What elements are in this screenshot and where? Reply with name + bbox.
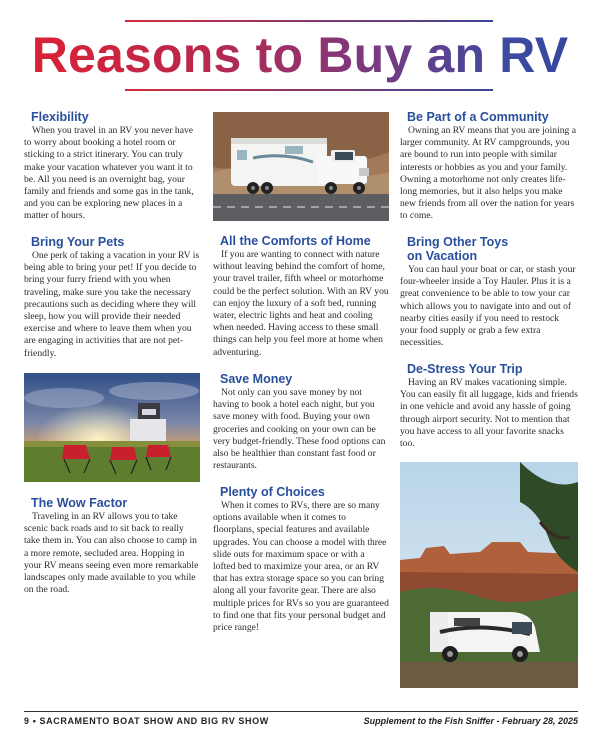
- section-heading: Save Money: [220, 372, 293, 386]
- fifth-wheel-photo: [213, 112, 389, 221]
- section-destress: [400, 362, 578, 450]
- section-heading: Bring Your Pets: [31, 235, 125, 249]
- section-heading: Plenty of Choices: [220, 485, 325, 499]
- camping-chairs-photo: [24, 373, 200, 482]
- section-body: Traveling in an RV allows you to take scenic back roads and to sit back to really take them in. You can also choose to camp in a more remote, secluded area. Hopping in your RV means seeing even more remarkable landscapes only made available to you while on the road.: [24, 511, 199, 596]
- section-comforts: [213, 234, 389, 359]
- section-heading: Be Part of a Community: [407, 110, 549, 124]
- section-heading: [407, 235, 578, 263]
- section-heading-line: on Vacation: [407, 249, 478, 263]
- section-save-money: [213, 372, 389, 472]
- section-body: One perk of taking a vacation in your RV is being able to bring your pet! If you decide to bring your furry friend with you when traveling, make sure you take the necessary precautions such as deciding where they will sleep, how you will provide their needed exercise and where to leave them when you are engaging in activities that are not pet-friendly.: [24, 250, 200, 359]
- motorhome-desert-photo: [400, 462, 578, 688]
- section-body: If you are wanting to connect with nature without leaving behind the comfort of home, your travel trailer, fifth wheel or motorhome could be the perfect solution. With an RV you can enjoy the luxury of a soft bed, running water, electric lights and heat and cooling when needed. Having access to these small things can help you feel more at home when adventuring.: [213, 249, 389, 358]
- section-body: You can haul your boat or car, or stash your four-wheeler inside a Toy Hauler. Plus it is a great convenience to be able to tow your car which allows you to navigate into and out of nearby cities easily if you need to restock your food supply or grab a few extra necessities.: [400, 264, 576, 349]
- section-heading: All the Comforts of Home: [220, 234, 371, 248]
- section-body: Having an RV makes vacationing simple. You can easily fit all luggage, kids and friends in one vehicle and avoid any hassle of going through airport security. Not to mention that you have access to all your favorite snacks too.: [400, 377, 578, 450]
- page-title: Reasons to Buy an RV: [0, 24, 600, 86]
- section-wow-factor: [24, 496, 200, 596]
- section-heading: The Wow Factor: [31, 496, 128, 510]
- section-pets: [24, 235, 200, 360]
- section-toys: [400, 235, 578, 349]
- section-heading-line: Bring Other Toys: [407, 235, 509, 249]
- section-heading: Flexibility: [31, 110, 89, 124]
- footer-publication: Supplement to the Fish Sniffer - February 28, 2025: [363, 716, 578, 726]
- section-heading: De-Stress Your Trip: [407, 362, 523, 376]
- section-flexibility: [24, 110, 200, 223]
- section-body: When it comes to RVs, there are so many options available when it comes to floorplans, special features and available upgrades. You can choose a model with three slide outs for maximum space or with a lofted bed to maximize your area, or an RV that has extra storage space so you can bring along all your favorite gear. There are also multiple prices for RVs so you are guaranteed to find one that fits your personal budget and price range!: [213, 500, 389, 634]
- section-body: Owning an RV means that you are joining a larger community. At RV campgrounds, you are bound to run into people with similar interests or hobbies as you and your family. Owning a motorhome not only creates life-long memories, but it also helps you make new friends from all over the nation for years to come.: [400, 125, 576, 222]
- section-community: [400, 110, 578, 223]
- footer-page-label: 9 • SACRAMENTO BOAT SHOW AND BIG RV SHOW: [24, 716, 269, 726]
- section-body: When you travel in an RV you never have to worry about booking a hotel room or sticking to a strict itinerary. You can truly make your vacation whatever you want it to be. All you need is an overnight bag, your family and friends and some gas in the tank, and you can be exploring new places in a matter of hours.: [24, 125, 194, 222]
- section-body: Not only can you save money by not having to book a hotel each night, but you save money with food. Buying your own groceries and cooking on your own can be very budget-friendly. These food options can also be healthier than constant fast food or restaurants.: [213, 387, 386, 472]
- title-bottom-rule: [125, 89, 493, 91]
- section-choices: [213, 485, 389, 634]
- title-top-rule: [125, 20, 493, 22]
- footer-rule: [24, 711, 578, 712]
